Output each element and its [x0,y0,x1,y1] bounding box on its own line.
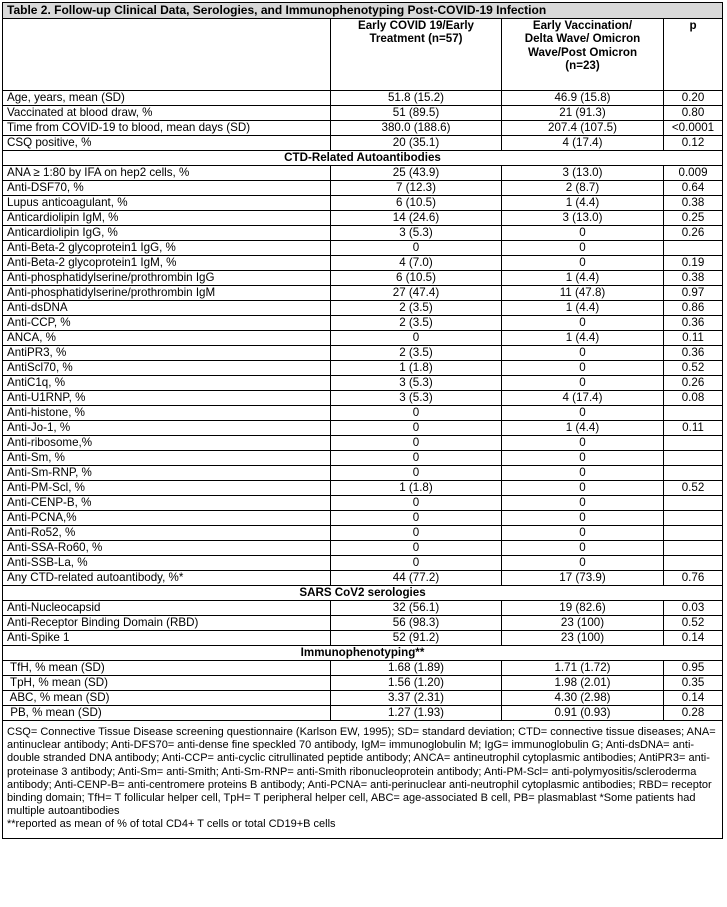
p-value: 0.64 [664,181,723,196]
section-heading: CTD-Related Autoantibodies [3,151,723,166]
vaccination-value: 1.71 (1.72) [502,661,664,676]
p-value: 0.86 [664,301,723,316]
vaccination-value: 23 (100) [502,631,664,646]
p-value: 0.52 [664,616,723,631]
p-value: 0.19 [664,256,723,271]
vaccination-value: 0 [502,361,664,376]
p-value [664,496,723,511]
header-cell-p [664,19,723,91]
early-covid-value: 1 (1.8) [331,361,502,376]
section-heading-row [3,586,723,601]
row-label: Anti-CENP-B, % [3,496,331,511]
vaccination-value: 0 [502,436,664,451]
vaccination-value: 3 (13.0) [502,211,664,226]
vaccination-value: 17 (73.9) [502,571,664,586]
row-label: Time from COVID-19 to blood, mean days (SD) [3,121,331,136]
early-covid-value: 0 [331,466,502,481]
table-row [3,451,723,466]
early-covid-value: 0 [331,541,502,556]
table-row [3,121,723,136]
header-cell-vaccination [502,19,664,91]
row-label: Anti-SSB-La, % [3,556,331,571]
vaccination-value: 11 (47.8) [502,286,664,301]
p-value [664,541,723,556]
footnote [3,721,723,839]
early-covid-value: 1.27 (1.93) [331,706,502,721]
table-row [3,166,723,181]
early-covid-value: 6 (10.5) [331,196,502,211]
table-row [3,256,723,271]
table-row [3,271,723,286]
table-title: Table 2. Follow-up Clinical Data, Serologies, and Immunophenotyping Post-COVID-19 Infection [3,3,723,19]
row-label: ANA ≥ 1:80 by IFA on hep2 cells, % [3,166,331,181]
p-value: 0.52 [664,361,723,376]
vaccination-value: 0 [502,496,664,511]
header-cell-early-covid [331,19,502,91]
vaccination-value: 4 (17.4) [502,136,664,151]
table-row [3,661,723,676]
early-covid-value: 1.56 (1.20) [331,676,502,691]
footnote-text: CSQ= Connective Tissue Disease screening questionnaire (Karlson EW, 1995); SD= standard deviation; CTD= connective tissue diseases; ANA= antinuclear antibody; Anti-DFS70= anti-dense fine speckled 70 antibody, IgM= immunoglobulin M; IgG= immunoglobulin G; Anti-dsDNA= anti-double stranded DNA antibody; Anti-CCP= anti-cyclic citrullinated peptide antibody; ANCA= antineutrophil cytoplasmic antibodies; AntiPR3= anti-proteinase 3 antibody; Anti-Sm= anti-Smith; Anti-Sm-RNP= anti-Smith ribonucleoprotein antibody; Anti-PM-Scl= anti-polymyositis/scleroderma antibody; Anti-CENP-B= anti-centromere proteins B antibody; Anti-PCNA= anti-perinuclear anti-neutrophil cytoplasmic antibodies; RBD= receptor binding domain; TfH= T follicular helper cell, TpH= T peripheral helper cell, ABC= age-associated B cell, PB= plasmablast *Some patients had multiple autoantibodies [7,726,716,818]
row-label: Anti-CCP, % [3,316,331,331]
table-row [3,241,723,256]
row-label: Any CTD-related autoantibody, %* [3,571,331,586]
row-label: Anti-phosphatidylserine/prothrombin IgG [3,271,331,286]
table-row [3,346,723,361]
row-label: Lupus anticoagulant, % [3,196,331,211]
p-value: 0.76 [664,571,723,586]
row-label: Anti-Nucleocapsid [3,601,331,616]
p-value: 0.36 [664,346,723,361]
row-label: Age, years, mean (SD) [3,91,331,106]
table-row [3,226,723,241]
p-value: 0.08 [664,391,723,406]
table-row [3,496,723,511]
early-covid-value: 32 (56.1) [331,601,502,616]
row-label: ABC, % mean (SD) [3,691,331,706]
early-covid-value: 3 (5.3) [331,226,502,241]
row-label: Anti-Beta-2 glycoprotein1 IgM, % [3,256,331,271]
p-value: 0.38 [664,196,723,211]
early-covid-value: 4 (7.0) [331,256,502,271]
table-row [3,601,723,616]
early-covid-value: 0 [331,331,502,346]
header-row [3,19,723,91]
p-value [664,451,723,466]
section-heading-row [3,646,723,661]
early-covid-value: 7 (12.3) [331,181,502,196]
early-covid-value: 51 (89.5) [331,106,502,121]
early-covid-value: 3 (5.3) [331,376,502,391]
row-label: Anti-Sm-RNP, % [3,466,331,481]
vaccination-value: 0 [502,226,664,241]
row-label: Anti-Jo-1, % [3,421,331,436]
row-label: Anti-SSA-Ro60, % [3,541,331,556]
early-covid-value: 0 [331,496,502,511]
vaccination-value: 1 (4.4) [502,421,664,436]
row-label: Anti-histone, % [3,406,331,421]
table-row [3,481,723,496]
p-value: 0.35 [664,676,723,691]
vaccination-value: 0 [502,376,664,391]
p-value: 0.26 [664,376,723,391]
p-value: 0.38 [664,271,723,286]
row-label: Anticardiolipin IgG, % [3,226,331,241]
early-covid-value: 20 (35.1) [331,136,502,151]
row-label: TfH, % mean (SD) [3,661,331,676]
vaccination-value: 1 (4.4) [502,271,664,286]
vaccination-value: 0 [502,541,664,556]
header-line: Wave/Post Omicron [527,45,638,59]
p-value: 0.80 [664,106,723,121]
p-value [664,556,723,571]
row-label: AntiScl70, % [3,361,331,376]
row-label: CSQ positive, % [3,136,331,151]
table-row [3,196,723,211]
early-covid-value: 51.8 (15.2) [331,91,502,106]
row-label: Anti-Ro52, % [3,526,331,541]
p-value [664,436,723,451]
row-label: Anti-dsDNA [3,301,331,316]
footnote-row [3,721,723,839]
early-covid-value: 0 [331,421,502,436]
table-row [3,286,723,301]
table-row [3,541,723,556]
vaccination-value: 4.30 (2.98) [502,691,664,706]
table-row [3,376,723,391]
early-covid-value: 0 [331,526,502,541]
p-value: <0.0001 [664,121,723,136]
p-value: 0.14 [664,691,723,706]
vaccination-value: 0 [502,406,664,421]
table-row [3,331,723,346]
table-row [3,706,723,721]
early-covid-value: 0 [331,436,502,451]
early-covid-value: 0 [331,451,502,466]
row-label: Anti-Receptor Binding Domain (RBD) [3,616,331,631]
early-covid-value: 44 (77.2) [331,571,502,586]
vaccination-value: 0 [502,241,664,256]
table-row [3,556,723,571]
p-value: 0.14 [664,631,723,646]
p-value [664,241,723,256]
vaccination-value: 21 (91.3) [502,106,664,121]
vaccination-value: 46.9 (15.8) [502,91,664,106]
vaccination-value: 0 [502,466,664,481]
vaccination-value: 1 (4.4) [502,196,664,211]
early-covid-value: 3.37 (2.31) [331,691,502,706]
vaccination-value: 0.91 (0.93) [502,706,664,721]
early-covid-value: 6 (10.5) [331,271,502,286]
early-covid-value: 27 (47.4) [331,286,502,301]
early-covid-value: 56 (98.3) [331,616,502,631]
p-value: 0.12 [664,136,723,151]
table-row [3,691,723,706]
table-row [3,391,723,406]
p-value: 0.26 [664,226,723,241]
row-label: Anti-ribosome,% [3,436,331,451]
p-value: 0.11 [664,331,723,346]
header-line: Early Vaccination/ [532,19,633,32]
p-value: 0.97 [664,286,723,301]
header-line: (n=23) [565,59,600,73]
row-label: AntiPR3, % [3,346,331,361]
header-line: Delta Wave/ Omicron [524,32,641,46]
p-value: 0.009 [664,166,723,181]
vaccination-value: 4 (17.4) [502,391,664,406]
row-label: Anti-Sm, % [3,451,331,466]
table-row [3,511,723,526]
row-label: AntiC1q, % [3,376,331,391]
p-value: 0.11 [664,421,723,436]
header-line: Treatment (n=57) [369,32,463,46]
row-label: Anticardiolipin IgM, % [3,211,331,226]
title-row [3,3,723,19]
table-row [3,421,723,436]
vaccination-value: 207.4 (107.5) [502,121,664,136]
p-value: 0.03 [664,601,723,616]
early-covid-value: 0 [331,241,502,256]
section-heading: Immunophenotyping** [3,646,723,661]
table-row [3,436,723,451]
early-covid-value: 14 (24.6) [331,211,502,226]
early-covid-value: 1.68 (1.89) [331,661,502,676]
vaccination-value: 0 [502,256,664,271]
vaccination-value: 0 [502,481,664,496]
row-label: Anti-PM-Scl, % [3,481,331,496]
table-row [3,316,723,331]
early-covid-value: 380.0 (188.6) [331,121,502,136]
p-value: 0.52 [664,481,723,496]
table-row [3,106,723,121]
p-value: 0.28 [664,706,723,721]
early-covid-value: 0 [331,511,502,526]
row-label: Anti-DSF70, % [3,181,331,196]
p-value [664,466,723,481]
row-label: Anti-PCNA,% [3,511,331,526]
early-covid-value: 0 [331,556,502,571]
table-row [3,181,723,196]
early-covid-value: 2 (3.5) [331,301,502,316]
early-covid-value: 52 (91.2) [331,631,502,646]
vaccination-value: 19 (82.6) [502,601,664,616]
row-label: Anti-Beta-2 glycoprotein1 IgG, % [3,241,331,256]
vaccination-value: 0 [502,511,664,526]
row-label: TpH, % mean (SD) [3,676,331,691]
table-row [3,301,723,316]
vaccination-value: 0 [502,316,664,331]
row-label: Anti-U1RNP, % [3,391,331,406]
vaccination-value: 2 (8.7) [502,181,664,196]
vaccination-value: 0 [502,346,664,361]
vaccination-value: 23 (100) [502,616,664,631]
section-heading-row [3,151,723,166]
p-value: 0.95 [664,661,723,676]
vaccination-value: 3 (13.0) [502,166,664,181]
p-value [664,511,723,526]
p-value: 0.20 [664,91,723,106]
vaccination-value: 0 [502,556,664,571]
table-row [3,361,723,376]
section-heading: SARS CoV2 serologies [3,586,723,601]
p-value: 0.36 [664,316,723,331]
table-row [3,631,723,646]
table-row [3,466,723,481]
vaccination-value: 1.98 (2.01) [502,676,664,691]
vaccination-value: 1 (4.4) [502,331,664,346]
header-cell-empty [3,19,331,91]
early-covid-value: 0 [331,406,502,421]
row-label: PB, % mean (SD) [3,706,331,721]
p-value [664,406,723,421]
table-row [3,526,723,541]
early-covid-value: 2 (3.5) [331,346,502,361]
table-row [3,91,723,106]
header-line: Early COVID 19/Early [358,19,474,32]
table-row [3,406,723,421]
table-row [3,676,723,691]
header-line: p [689,19,697,32]
early-covid-value: 2 (3.5) [331,316,502,331]
p-value [664,526,723,541]
early-covid-value: 25 (43.9) [331,166,502,181]
row-label: Vaccinated at blood draw, % [3,106,331,121]
vaccination-value: 1 (4.4) [502,301,664,316]
data-table [2,2,723,839]
table-row [3,211,723,226]
early-covid-value: 3 (5.3) [331,391,502,406]
vaccination-value: 0 [502,526,664,541]
table-row [3,571,723,586]
table-row [3,616,723,631]
p-value: 0.25 [664,211,723,226]
footnote-text-2: **reported as mean of % of total CD4+ T cells or total CD19+B cells [7,818,336,831]
vaccination-value: 0 [502,451,664,466]
table-container [2,2,722,839]
row-label: Anti-phosphatidylserine/prothrombin IgM [3,286,331,301]
row-label: Anti-Spike 1 [3,631,331,646]
row-label: ANCA, % [3,331,331,346]
table-row [3,136,723,151]
early-covid-value: 1 (1.8) [331,481,502,496]
